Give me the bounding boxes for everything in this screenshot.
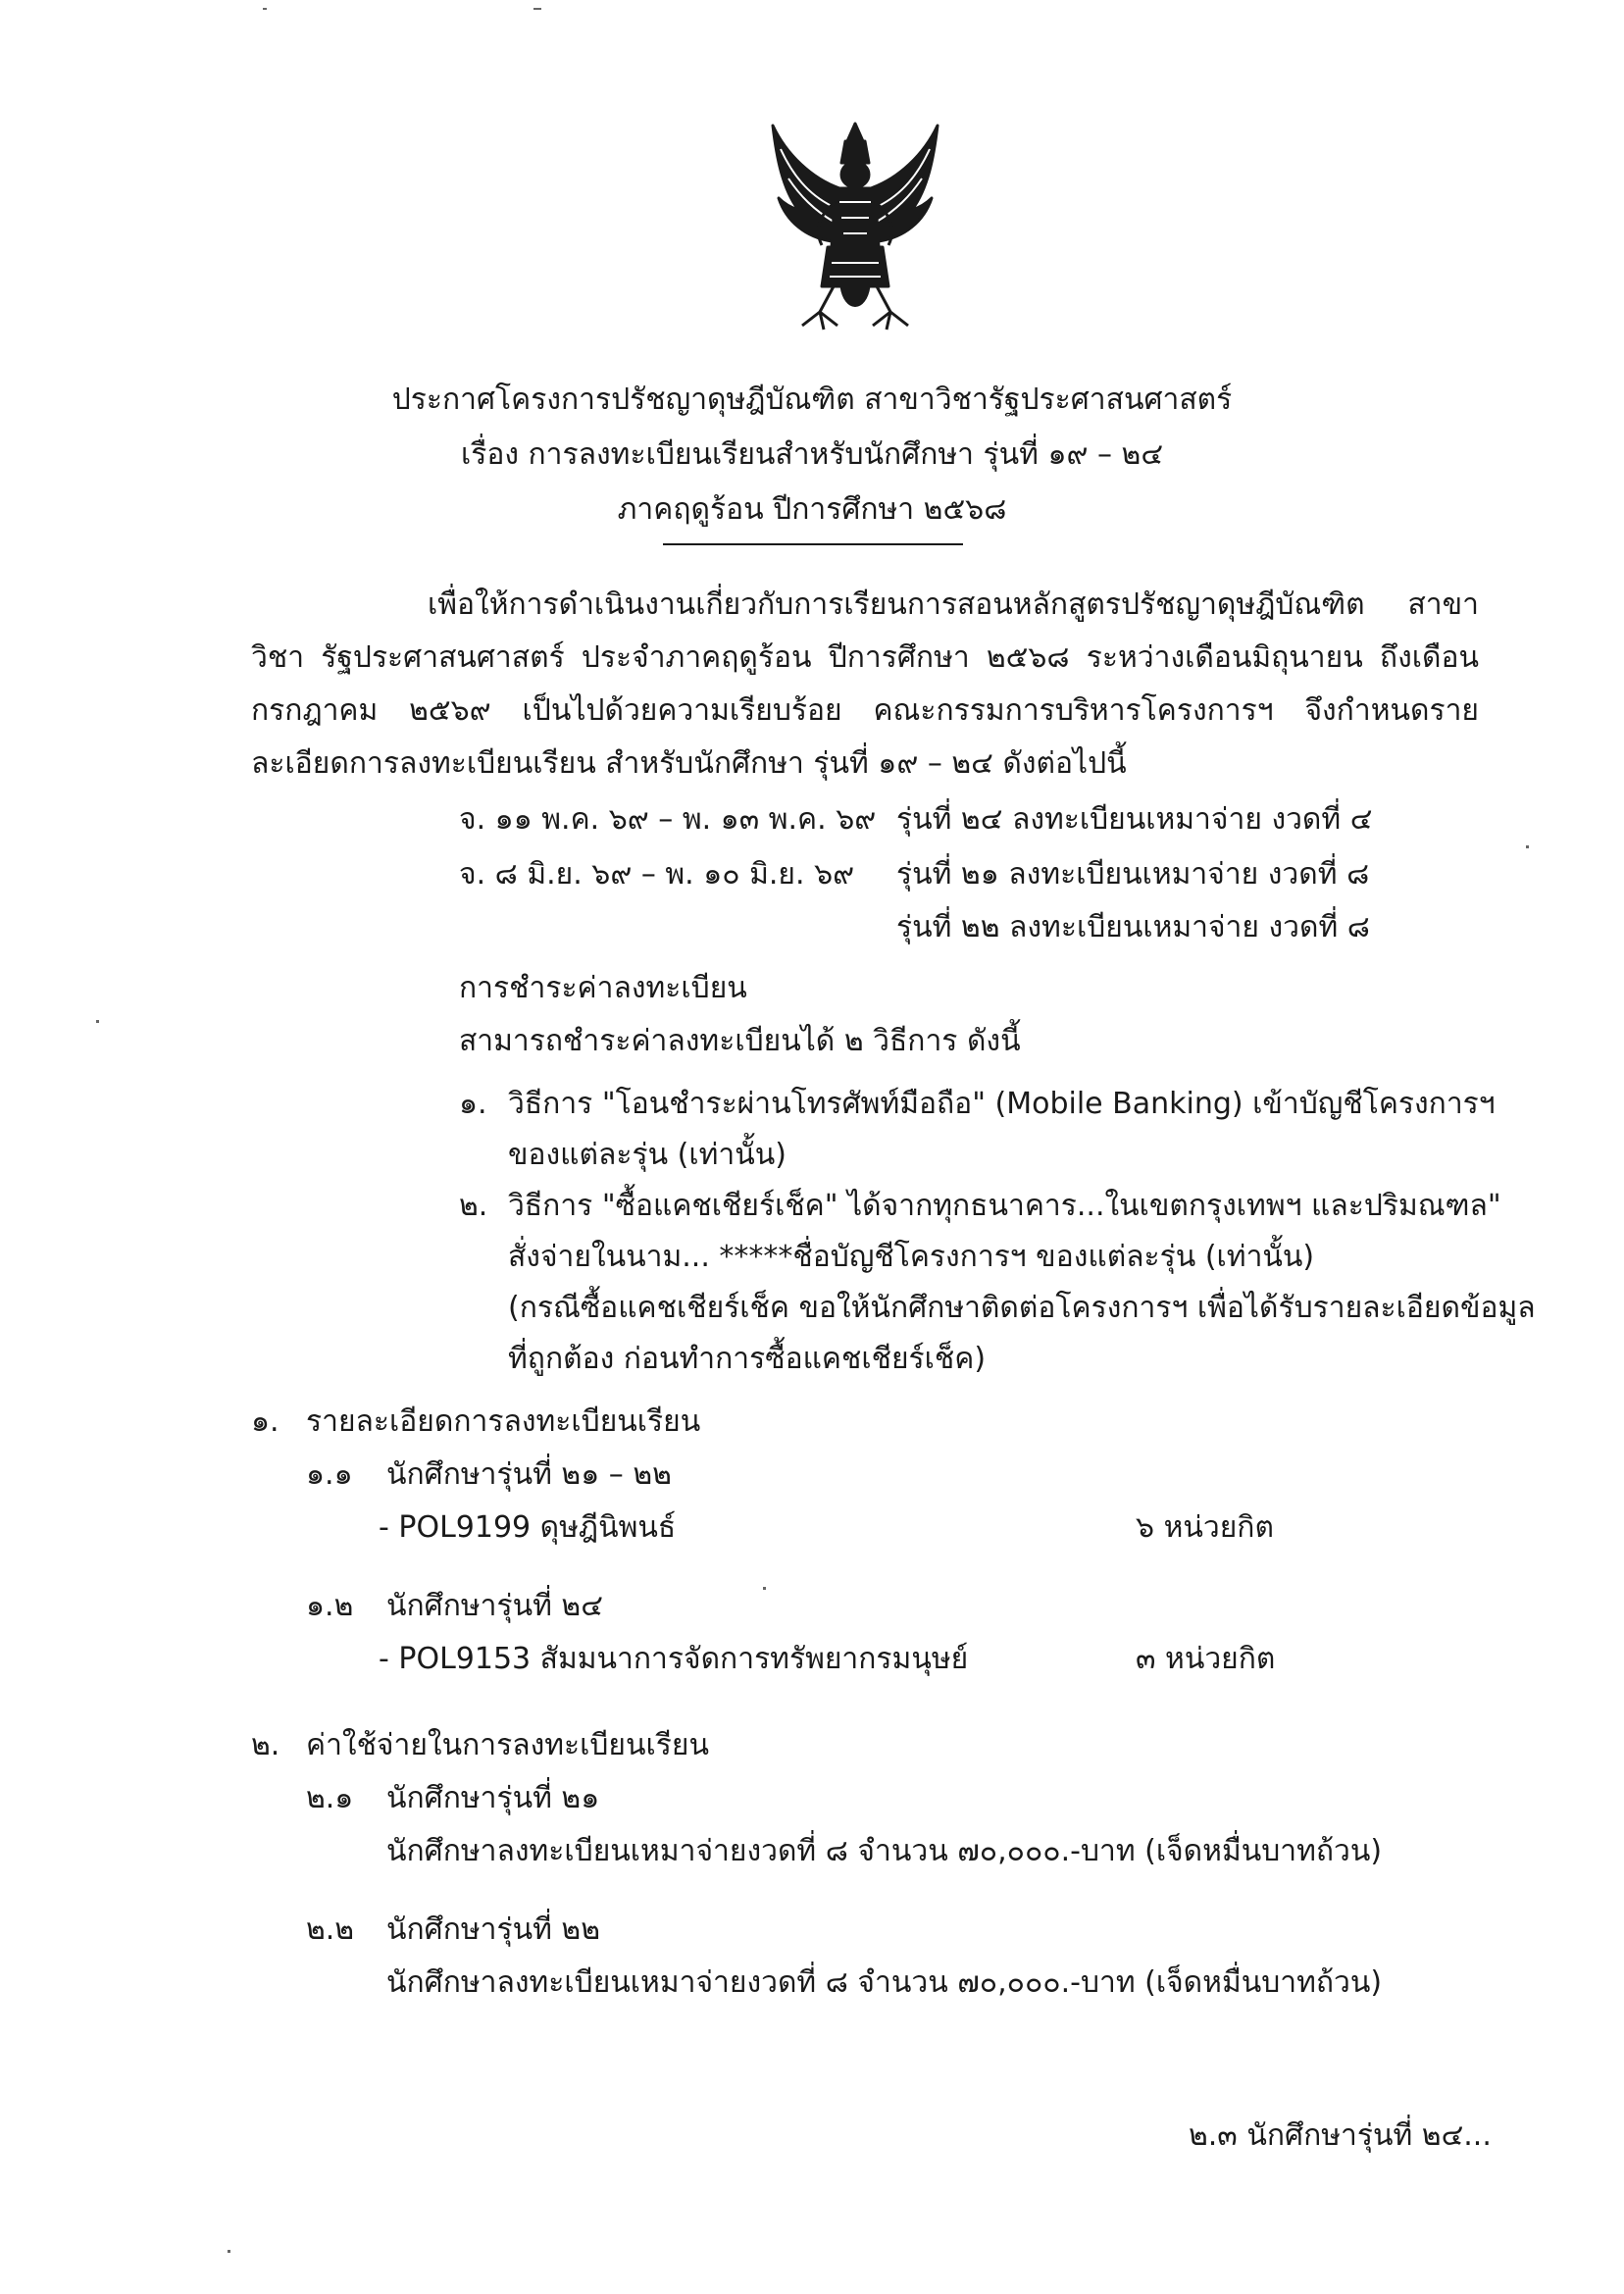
payment-method-2-line-4: ที่ถูกต้อง ก่อนทำการซื้อแคชเชียร์เช็ค) (508, 1342, 987, 1376)
schedule-detail-3: รุ่นที่ ๒๒ ลงทะเบียนเหมาจ่าย งวดที่ ๘ (896, 910, 1370, 944)
section-2-1-number: ๒.๑ (306, 1781, 354, 1815)
schedule-date-2: จ. ๘ มิ.ย. ๖๙ – พ. ๑๐ มิ.ย. ๖๙ (459, 857, 855, 892)
intro-paragraph (251, 579, 1479, 790)
section-2-2-detail: นักศึกษาลงทะเบียนเหมาจ่ายงวดที่ ๘ จำนวน ๗๐,๐๐๐.-บาท (เจ็ดหมื่นบาทถ้วน) (386, 1965, 1383, 2000)
section-2-1-label: นักศึกษารุ่นที่ ๒๑ (386, 1781, 600, 1815)
section-1-2-label: นักศึกษารุ่นที่ ๒๔ (386, 1589, 603, 1623)
scan-speck (228, 2250, 230, 2253)
course-pol9199: - POL9199 ดุษฎีนิพนธ์ (379, 1510, 677, 1545)
section-2-number: ๒. (251, 1728, 280, 1762)
payment-subheading: สามารถชำระค่าลงทะเบียนได้ ๒ วิธีการ ดังนี้ (459, 1024, 1021, 1058)
title-divider (663, 543, 963, 545)
continuation-note: ๒.๓ นักศึกษารุ่นที่ ๒๔... (1189, 2118, 1492, 2153)
scan-speck (533, 8, 541, 10)
section-2-1-detail: นักศึกษาลงทะเบียนเหมาจ่ายงวดที่ ๘ จำนวน ๗๐,๐๐๐.-บาท (เจ็ดหมื่นบาทถ้วน) (386, 1834, 1383, 1868)
payment-heading: การชำระค่าลงทะเบียน (459, 971, 747, 1005)
page-title-line-3: ภาคฤดูร้อน ปีการศึกษา ๒๕๖๘ (617, 492, 1007, 527)
schedule-detail-2: รุ่นที่ ๒๑ ลงทะเบียนเหมาจ่าย งวดที่ ๘ (896, 857, 1370, 892)
section-1-2-number: ๑.๒ (306, 1589, 354, 1623)
section-1-1-label: นักศึกษารุ่นที่ ๒๑ – ๒๒ (386, 1457, 672, 1492)
payment-method-2-number: ๒. (459, 1189, 488, 1223)
scan-speck (763, 1587, 766, 1590)
section-2-2-label: นักศึกษารุ่นที่ ๒๒ (386, 1912, 600, 1947)
scan-speck (1526, 845, 1529, 848)
section-1-1-number: ๑.๑ (306, 1457, 353, 1492)
payment-method-1-line-1: วิธีการ "โอนชำระผ่านโทรศัพท์มือถือ" (Mobile Banking) เข้าบัญชีโครงการฯ (508, 1087, 1496, 1121)
course-pol9153: - POL9153 สัมมนาการจัดการทรัพยากรมนุษย์ (379, 1642, 969, 1676)
intro-text: เพื่อให้การดำเนินงานเกี่ยวกับการเรียนการสอนหลักสูตรปรัชญาดุษฎีบัณฑิต สาขาวิชา รัฐประศาสนศาสตร์ ประจำภาคฤดูร้อน ปีการศึกษา ๒๕๖๘ ระหว่างเดือนมิถุนายน ถึงเดือนกรกฎาคม ๒๕๖๙ เป็นไปด้วยความเรียบร้อย คณะกรรมการบริหารโครงการฯ จึงกำหนดรายละเอียดการลงทะเบียนเรียน สำหรับนักศึกษา รุ่นที่ ๑๙ – ๒๔ ดังต่อไปนี้ (251, 587, 1479, 781)
garuda-emblem-icon (763, 120, 947, 337)
schedule-date-1: จ. ๑๑ พ.ค. ๖๙ – พ. ๑๓ พ.ค. ๖๙ (459, 802, 877, 837)
course-pol9153-credits: ๓ หน่วยกิต (1136, 1642, 1276, 1676)
page-title-line-1: ประกาศโครงการปรัชญาดุษฎีบัณฑิต สาขาวิชารัฐประศาสนศาสตร์ (391, 382, 1233, 417)
payment-method-1-line-2: ของแต่ละรุ่น (เท่านั้น) (508, 1138, 787, 1172)
section-1-heading: รายละเอียดการลงทะเบียนเรียน (306, 1404, 701, 1439)
scan-speck (263, 8, 267, 10)
payment-method-2-line-1: วิธีการ "ซื้อแคชเชียร์เช็ค" ได้จากทุกธนาคาร...ในเขตกรุงเทพฯ และปริมณฑล" (508, 1189, 1501, 1223)
section-2-heading: ค่าใช้จ่ายในการลงทะเบียนเรียน (306, 1728, 709, 1762)
payment-method-1-number: ๑. (459, 1087, 487, 1121)
payment-method-2-line-3: (กรณีซื้อแคชเชียร์เช็ค ขอให้นักศึกษาติดต่อโครงการฯ เพื่อได้รับรายละเอียดข้อมูล (508, 1291, 1536, 1325)
course-pol9199-credits: ๖ หน่วยกิต (1136, 1510, 1274, 1545)
scan-speck (96, 1020, 99, 1023)
page-title-line-2: เรื่อง การลงทะเบียนเรียนสำหรับนักศึกษา รุ่นที่ ๑๙ – ๒๔ (460, 437, 1164, 472)
section-1-number: ๑. (251, 1404, 279, 1439)
schedule-detail-1: รุ่นที่ ๒๔ ลงทะเบียนเหมาจ่าย งวดที่ ๔ (896, 802, 1373, 837)
section-2-2-number: ๒.๒ (306, 1912, 355, 1947)
payment-method-2-line-2: สั่งจ่ายในนาม... *****ชื่อบัญชีโครงการฯ ของแต่ละรุ่น (เท่านั้น) (508, 1240, 1315, 1274)
